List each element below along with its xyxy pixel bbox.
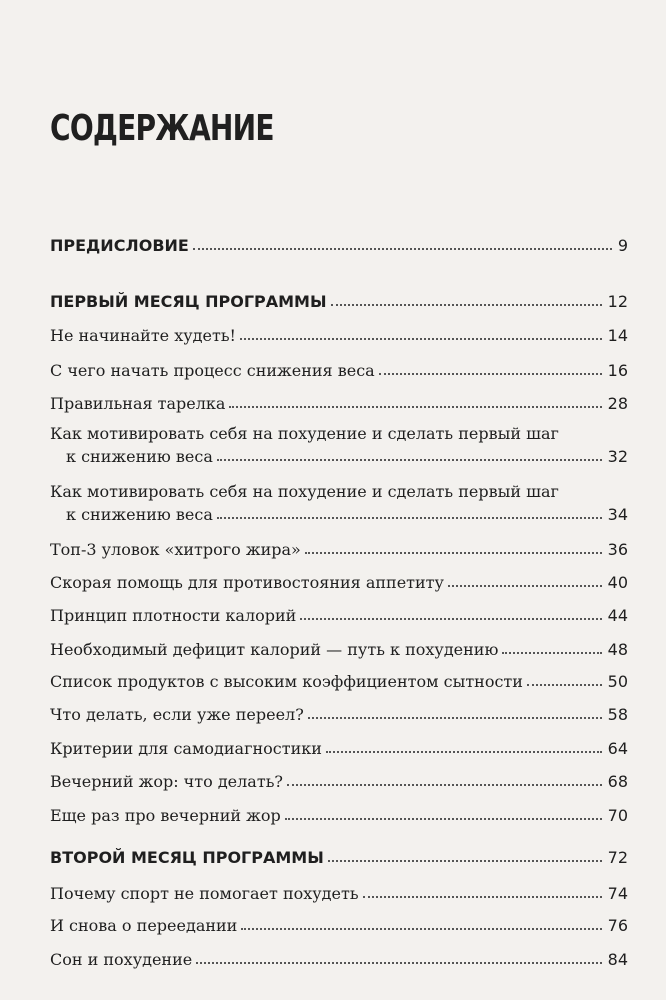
toc-entry-title: Еще раз про вечерний жор bbox=[50, 806, 281, 825]
toc-page-number: 34 bbox=[607, 505, 628, 524]
toc-entry bbox=[50, 326, 628, 345]
toc-entry bbox=[50, 424, 628, 466]
dot-leader bbox=[241, 928, 601, 930]
toc-section-first-month bbox=[50, 292, 628, 311]
dot-leader bbox=[305, 552, 602, 554]
toc-entry bbox=[50, 672, 628, 691]
toc-page-number: 9 bbox=[617, 236, 628, 255]
dot-leader bbox=[527, 684, 602, 686]
dot-leader bbox=[328, 860, 602, 862]
toc-entry bbox=[50, 806, 628, 825]
toc-entry-title: Правильная тарелка bbox=[50, 394, 226, 413]
toc-entry bbox=[50, 950, 628, 969]
toc-page-number: 74 bbox=[607, 884, 628, 903]
toc-entry-title: Как мотивировать себя на похудение и сделать первый шаг bbox=[50, 424, 559, 443]
toc-entry bbox=[50, 916, 628, 935]
toc-entry-title-continued: к снижению веса bbox=[66, 505, 213, 524]
toc-entry bbox=[50, 540, 628, 559]
dot-leader bbox=[285, 818, 602, 820]
toc-page-number: 68 bbox=[607, 772, 628, 791]
toc-entry bbox=[50, 640, 628, 659]
toc-page-number: 40 bbox=[607, 573, 628, 592]
toc-entry bbox=[50, 772, 628, 791]
toc-entry-title: Список продуктов с высоким коэффициентом сытности bbox=[50, 672, 523, 691]
toc-entry-title: И снова о переедании bbox=[50, 916, 238, 935]
toc-entry bbox=[50, 573, 628, 592]
toc-entry bbox=[50, 884, 628, 903]
toc-section-second-month bbox=[50, 848, 628, 867]
toc-entry bbox=[50, 705, 628, 724]
toc-entry-title: Не начинайте худеть! bbox=[50, 326, 236, 345]
toc-page-number: 50 bbox=[607, 672, 628, 691]
toc-entry bbox=[50, 739, 628, 758]
toc-page-number: 12 bbox=[607, 292, 628, 311]
toc-section-title: ПРЕДИСЛОВИЕ bbox=[50, 236, 189, 255]
toc-entry-title: Сон и похудение bbox=[50, 950, 193, 969]
dot-leader bbox=[448, 585, 602, 587]
toc-entry-title: С чего начать процесс снижения веса bbox=[50, 361, 375, 380]
toc-entry-title-continued: к снижению веса bbox=[66, 447, 213, 466]
toc-entry bbox=[50, 482, 628, 524]
toc-section-title: ВТОРОЙ МЕСЯЦ ПРОГРАММЫ bbox=[50, 848, 324, 867]
dot-leader bbox=[363, 896, 602, 898]
toc-entry bbox=[50, 394, 628, 413]
toc-page-number: 64 bbox=[607, 739, 628, 758]
toc-page-number: 14 bbox=[607, 326, 628, 345]
page-title: СОДЕРЖАНИЕ bbox=[50, 108, 274, 149]
dot-leader bbox=[287, 784, 602, 786]
toc-page-number: 28 bbox=[607, 394, 628, 413]
toc-entry-title: Критерии для самодиагностики bbox=[50, 739, 322, 758]
toc-entry-title: Как мотивировать себя на похудение и сделать первый шаг bbox=[50, 482, 559, 501]
toc-entry-title: Топ-3 уловок «хитрого жира» bbox=[50, 540, 301, 559]
toc-page-number: 44 bbox=[607, 606, 628, 625]
dot-leader bbox=[502, 652, 601, 654]
toc-page-number: 16 bbox=[607, 361, 628, 380]
dot-leader bbox=[331, 304, 602, 306]
dot-leader bbox=[229, 406, 601, 408]
toc-entry bbox=[50, 606, 628, 625]
toc-page-number: 48 bbox=[607, 640, 628, 659]
dot-leader bbox=[326, 751, 602, 753]
toc-page-number: 72 bbox=[607, 848, 628, 867]
dot-leader bbox=[240, 338, 602, 340]
dot-leader bbox=[379, 373, 602, 375]
toc-entry-title: Вечерний жор: что делать? bbox=[50, 772, 283, 791]
toc-section-title: ПЕРВЫЙ МЕСЯЦ ПРОГРАММЫ bbox=[50, 292, 327, 311]
toc-page-number: 58 bbox=[607, 705, 628, 724]
toc-section-preface bbox=[50, 236, 628, 255]
toc-entry bbox=[50, 361, 628, 380]
dot-leader bbox=[217, 517, 602, 519]
toc-page-number: 32 bbox=[607, 447, 628, 466]
toc-entry-title: Что делать, если уже переел? bbox=[50, 705, 304, 724]
toc-entry-title: Скорая помощь для противостояния аппетиту bbox=[50, 573, 444, 592]
dot-leader bbox=[217, 459, 602, 461]
toc-page-number: 76 bbox=[607, 916, 628, 935]
toc-page-number: 70 bbox=[607, 806, 628, 825]
dot-leader bbox=[300, 618, 601, 620]
toc-page-number: 84 bbox=[607, 950, 628, 969]
dot-leader bbox=[196, 962, 601, 964]
toc-entry-title: Почему спорт не помогает похудеть bbox=[50, 884, 359, 903]
toc-page-number: 36 bbox=[607, 540, 628, 559]
toc-entry-title: Необходимый дефицит калорий — путь к похудению bbox=[50, 640, 499, 659]
dot-leader bbox=[308, 717, 602, 719]
dot-leader bbox=[193, 248, 612, 250]
toc-entry-title: Принцип плотности калорий bbox=[50, 606, 297, 625]
